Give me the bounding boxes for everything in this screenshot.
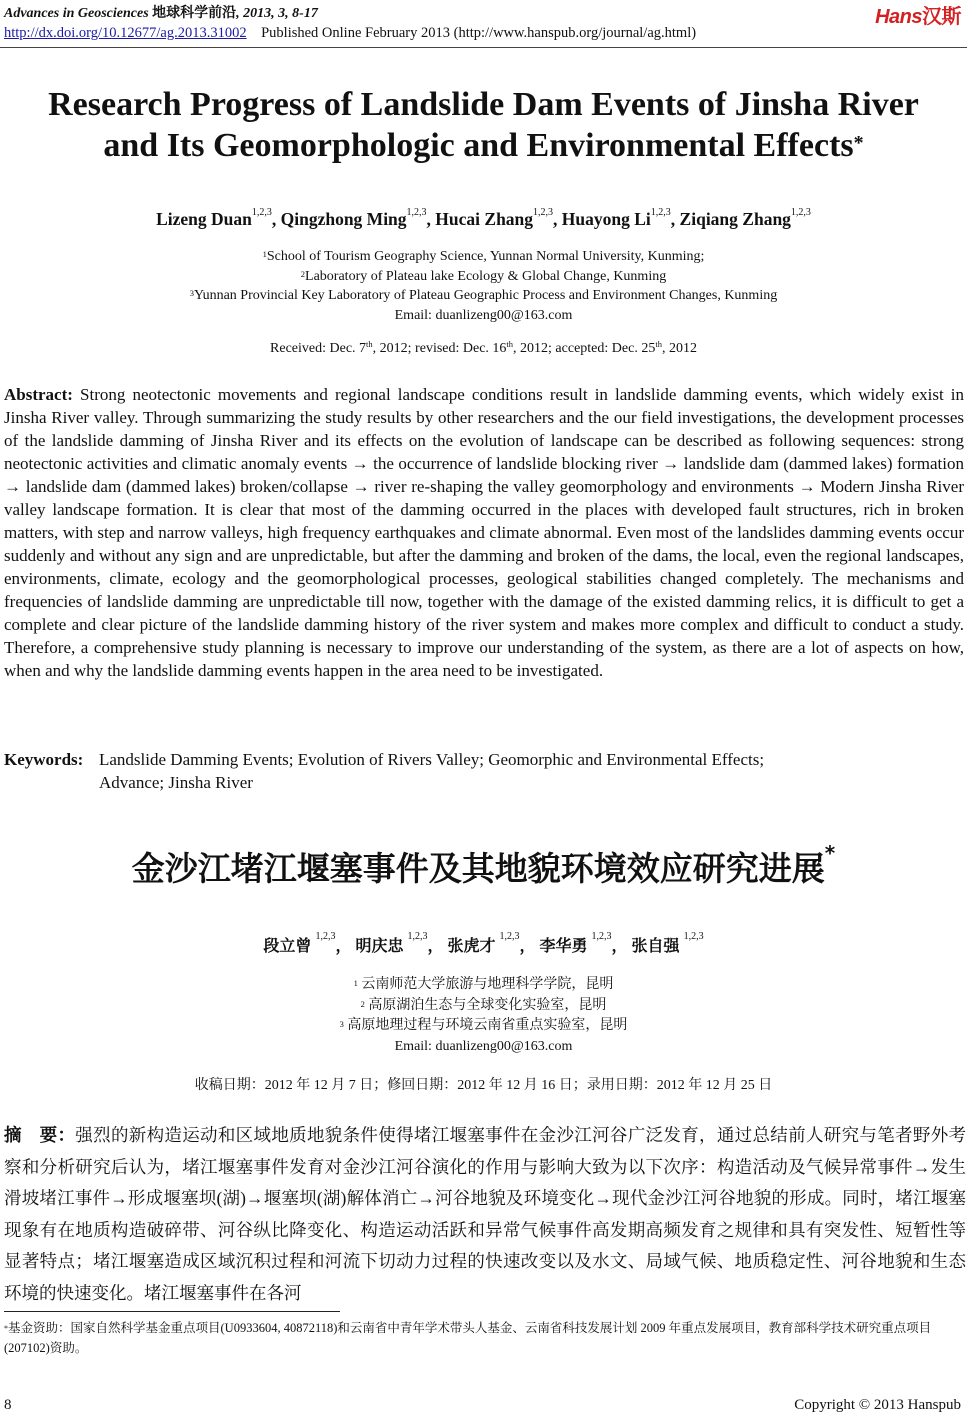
received-dates: Received: Dec. 7th, 2012; revised: Dec. 16th, 2012; accepted: Dec. 25th, 2012 — [270, 339, 697, 356]
abstract-en — [4, 383, 964, 682]
keywords-line2: Advance; Jinsha River — [99, 773, 253, 792]
journal-name: Advances in Geosciences — [4, 6, 149, 21]
affiliation: $^3$Yunnan Provincial Key Laboratory of Plateau Geographic Process and Environment Changes, Kunming — [189, 288, 778, 303]
logo-text: Hans — [875, 6, 922, 28]
affiliation-cn: $^1$ 云南师范大学旅游与地理科学学院，昆明 — [353, 977, 614, 992]
affiliation: $^2$Laboratory of Plateau lake Ecology & Global Change, Kunming — [300, 268, 667, 284]
email-cn: Email: duanlizeng00@163.com — [394, 1038, 573, 1054]
title-cn-footnote-mark: * — [824, 841, 836, 865]
keywords-label: Keywords: — [4, 750, 84, 769]
journal-header — [4, 2, 318, 22]
copyright: Copyright © 2013 Hanspub — [794, 1397, 961, 1413]
author-affil: 1,2,3 — [790, 207, 811, 218]
author: Lizeng Duan — [156, 209, 252, 229]
affiliation-cn: $^2$ 高原湖泊生态与全球变化实验室，昆明 — [360, 997, 607, 1013]
journal-issue: , 2013, 3, 8-17 — [236, 6, 318, 21]
hans-logo — [875, 0, 961, 29]
page-number: 8 — [4, 1397, 12, 1413]
journal-name-cn: 地球科学前沿 — [152, 6, 237, 21]
author-cn: 明庆忠 — [355, 938, 404, 955]
author-affil: 1,2,3 — [533, 207, 554, 218]
logo-text-cn: 汉斯 — [922, 6, 961, 28]
title-en-line1: Research Progress of Landslide Dam Events of Jinsha River — [48, 86, 919, 123]
authors-en: Lizeng Duan$^{1,2,3}$, Qingzhong Ming$^{1,2,3}$, Hucai Zhang$^{1,2,3}$, Huayong Li$^{1,2,3}$, Ziqiang Zhang$^{1,2,3}$ — [156, 207, 811, 229]
keywords-en — [4, 748, 964, 794]
header-rule — [0, 47, 967, 48]
authors-cn: 段立曾 $^{1,2,3}$， 明庆忠 $^{1,2,3}$， 张虎才 $^{1,2,3}$， 李华勇 $^{1,2,3}$， 张自强 $^{1,2,3}$ — [263, 931, 704, 955]
doi-line — [4, 25, 696, 42]
author: Hucai Zhang — [435, 209, 534, 229]
author: Qingzhong Ming — [280, 209, 407, 229]
doi-link[interactable]: http://dx.doi.org/10.12677/ag.2013.31002 — [4, 25, 247, 41]
affiliation-cn: $^3$ 高原地理过程与环境云南省重点实验室，昆明 — [339, 1018, 628, 1033]
affiliations-cn — [0, 975, 967, 1057]
published-online: Published Online February 2013 (http://www.hanspub.org/journal/ag.html) — [261, 25, 697, 41]
author-affil: 1,2,3 — [650, 207, 671, 218]
affiliation: $^1$School of Tourism Geography Science, Yunnan Normal University, Kunming; — [262, 249, 705, 264]
author-cn: 李华勇 — [539, 938, 588, 955]
abstract-text: Strong neotectonic movements and regional landscape conditions result in landslide damming events, which widely exist in Jinsha River valley. Through summarizing the study results by other researchers and the our field investigations, the development processes of the landslide damming of Jinsha River and its effects on the evolution of landscape can be described as following sequences: strong neotectonic activities and climatic anomaly events → the occurrence of landslide blocking river → landslide dam (dammed lakes) formation → landslide dam (dammed lakes) broken/collapse → river re-shaping the valley geomorphology and environments → Modern Jinsha River valley landscape formation. It is clear that most of the damming occurred in the places with developed fault structures, rich in broken matters, with step and narrow valleys, high frequency earthquakes and climate abnormal. Even most of the landslides damming events occur suddenly and without any sign and are unpredictable, but after the damming and broken of the dams, the local, even the regional landscapes, environments, climate, ecology and the geomorphological processes, geological stabilities changed completely. The mechanisms and frequencies of landslide damming are unpredictable till now, together with the damage of the existed damming relics, it is difficult to get a complete and clear picture of the landslide damming history of the river system and makes more complex and difficult to conduct a study. Therefore, a comprehensive study planning is necessary to improve our understanding of the system, as there are a lot of aspects on how, when and why the landslide damming events happen in the area need to be investigated. — [4, 385, 964, 680]
author-cn: 张自强 — [631, 938, 680, 955]
title-cn: 金沙江堵江堰塞事件及其地貌环境效应研究进展* — [131, 841, 836, 888]
abstract-label: Abstract: — [4, 385, 73, 404]
received-dates-cn: 收稿日期：2012 年 12 月 7 日；修回日期：2012 年 12 月 16 日；录用日期：2012 年 12 月 25 日 — [194, 1078, 773, 1093]
abstract-cn — [4, 1120, 966, 1309]
author-affil: 1,2,3 — [251, 207, 272, 218]
author-cn: 张虎才 — [447, 938, 496, 955]
author: Ziqiang Zhang — [679, 209, 791, 229]
keywords-line1: Landslide Damming Events; Evolution of Rivers Valley; Geomorphic and Environmental Effects; — [99, 750, 765, 769]
author: Huayong Li — [561, 209, 651, 229]
footnote-rule — [4, 1311, 340, 1312]
affiliations-en — [0, 247, 967, 325]
footnote: *基金资助：国家自然科学基金重点项目(U0933604, 40872118)和云南省中青年学术带头人基金、云南省科技发展计划 2009 年重点发展项目，教育部科学技术研究重点项目(207102)资助。 — [4, 1321, 932, 1355]
title-en — [0, 84, 967, 166]
title-en-line2: and Its Geomorphologic and Environmental Effects — [103, 127, 854, 164]
title-footnote-mark: * — [853, 132, 864, 154]
email: Email: duanlizeng00@163.com — [394, 307, 573, 323]
abstract-cn-text: 强烈的新构造运动和区域地质地貌条件使得堵江堰塞事件在金沙江河谷广泛发育，通过总结前人研究与笔者野外考察和分析研究后认为，堵江堰塞事件发育对金沙江河谷演化的作用与影响大致为以下次序：构造活动及气候异常事件→发生滑坡堵江事件→形成堰塞坝(湖)→堰塞坝(湖)解体消亡→河谷地貌及环境变化→现代金沙江河谷地貌的形成。同时，堵江堰塞现象有在地质构造破碎带、河谷纵比降变化、构造运动活跃和异常气候事件高发期高频发育之规律和具有突发性、短暂性等显著特点；堵江堰塞造成区域沉积过程和河流下切动力过程的快速改变以及水文、局域气候、地质稳定性、河谷地貌和生态环境的快速变化。堵江堰塞事件在各河 — [4, 1125, 967, 1303]
abstract-cn-label: 摘 要： — [4, 1125, 76, 1145]
author-cn: 段立曾 — [263, 938, 312, 955]
author-affil: 1,2,3 — [406, 207, 427, 218]
